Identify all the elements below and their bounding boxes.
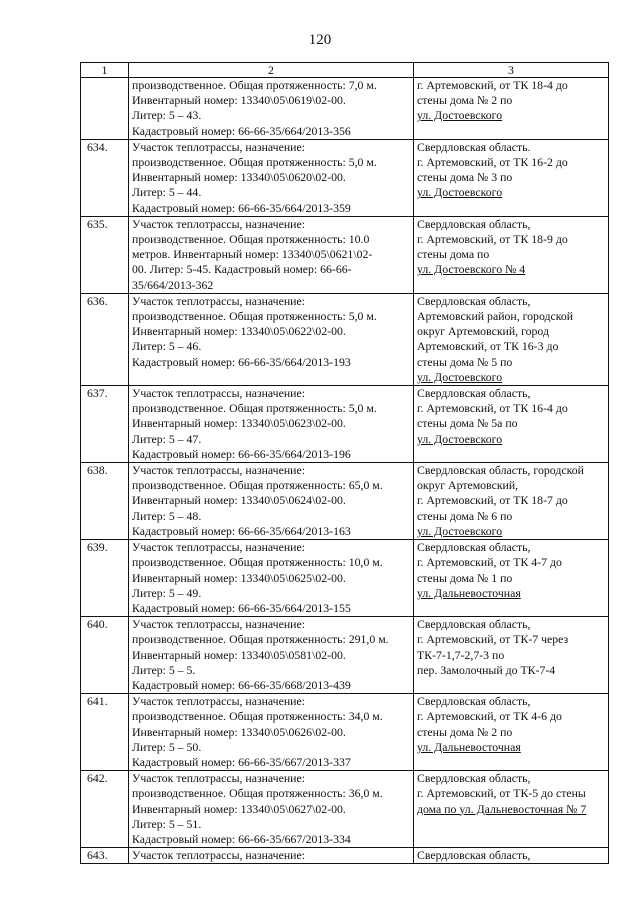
table-row [81,216,609,293]
row-description [129,463,414,540]
description-line: производственное. Общая протяженность: 5,0 м. [132,155,377,170]
address-line: г. Артемовский, от ТК 4-6 до [417,709,562,724]
description-line: 35/664/2013-362 [132,277,214,292]
description-line: Литер: 5 – 5. [132,662,196,677]
row-address [414,78,609,140]
address-line: Свердловская область, [417,540,531,555]
row-description [129,386,414,463]
address-line: г. Артемовский, от ТК 16-2 до [417,155,568,170]
table-row [81,617,609,694]
description-line: производственное. Общая протяженность: 7,0 м. [132,78,377,92]
description-line: Литер: 5 – 49. [132,585,202,600]
row-number: 638. [81,463,129,540]
description-line: Участок теплотрассы, назначение: [132,540,305,555]
description-line: Инвентарный номер: 13340\05\0625\02-00. [132,570,346,585]
description-line: Литер: 5 – 43. [132,108,202,123]
property-table [80,62,609,864]
description-line: Инвентарный номер: 13340\05\0619\02-00. [132,93,346,108]
page-number: 120 [308,32,332,48]
address-line: стены дома № 1 по [417,570,513,585]
row-number: 640. [81,617,129,694]
address-line: стены дома № 2 по [417,93,513,108]
description-line: производственное. Общая протяженность: 5,0 м. [132,401,377,416]
row-number: 635. [81,216,129,293]
address-line: Свердловская область, городской [417,463,584,478]
description-line: Кадастровый номер: 66-66-35/664/2013-359 [132,200,351,215]
address-line: г. Артемовский, от ТК 18-4 до [417,78,568,92]
description-line: Участок теплотрассы, назначение: [132,386,305,401]
table-row [81,78,609,140]
address-line: округ Артемовский, [417,478,519,493]
address-line: г. Артемовский, от ТК-7 через [417,632,569,647]
row-number: 641. [81,694,129,771]
description-line: производственное. Общая протяженность: 291,0 м. [132,632,389,647]
table-row [81,463,609,540]
description-line: Инвентарный номер: 13340\05\0626\02-00. [132,724,346,739]
row-description [129,216,414,293]
address-line: стены дома по [417,247,490,262]
address-line: стены дома № 5а по [417,416,518,431]
row-description [129,617,414,694]
description-line: Литер: 5 – 46. [132,339,202,354]
address-line: Свердловская область, [417,386,531,401]
address-line: ул. Дальневосточная [417,585,521,600]
table-row [81,386,609,463]
address-line: Артемовский район, городской [417,309,574,324]
row-number: 639. [81,540,129,617]
row-number: 642. [81,771,129,848]
row-description [129,848,414,864]
address-line: округ Артемовский, город [417,324,549,339]
description-line: Кадастровый номер: 66-66-35/664/2013-155 [132,600,351,615]
address-line: г. Артемовский, от ТК 18-7 до [417,493,568,508]
description-line: Участок теплотрассы, назначение: [132,463,305,478]
address-line: г. Артемовский, от ТК-5 до стены [417,786,586,801]
address-line: ул. Достоевского [417,431,503,446]
address-line: г. Артемовский, от ТК 16-4 до [417,401,568,416]
address-line: ул. Достоевского [417,185,503,200]
description-line: Инвентарный номер: 13340\05\0622\02-00. [132,324,346,339]
description-line: производственное. Общая протяженность: 10,0 м. [132,555,383,570]
description-line: Участок теплотрассы, назначение: [132,617,305,632]
description-line: метров. Инвентарный номер: 13340\05\0621\02- [132,247,373,262]
description-line: Участок теплотрассы, назначение: [132,848,305,863]
description-line: Инвентарный номер: 13340\05\0581\02-00. [132,647,346,662]
row-number: 643. [81,848,129,864]
description-line: Кадастровый номер: 66-66-35/668/2013-439 [132,677,351,692]
description-line: Участок теплотрассы, назначение: [132,694,305,709]
description-line: производственное. Общая протяженность: 34,0 м. [132,709,383,724]
description-line: производственное. Общая протяженность: 65,0 м. [132,478,383,493]
table-row [81,848,609,864]
address-line: дома по ул. Дальневосточная № 7 [417,801,587,816]
description-line: Участок теплотрассы, назначение: [132,771,305,786]
row-number [81,78,129,140]
row-address [414,139,609,216]
table-row [81,771,609,848]
address-line: ул. Дальневосточная [417,739,521,754]
description-line: Литер: 5 – 44. [132,185,202,200]
table-row [81,694,609,771]
description-line: Инвентарный номер: 13340\05\0627\02-00. [132,801,346,816]
description-line: Кадастровый номер: 66-66-35/664/2013-193 [132,354,351,369]
description-line: Участок теплотрассы, назначение: [132,293,305,308]
description-line: Литер: 5 – 47. [132,431,202,446]
row-address [414,293,609,385]
description-line: Кадастровый номер: 66-66-35/667/2013-334 [132,831,351,846]
description-line: Инвентарный номер: 13340\05\0623\02-00. [132,416,346,431]
row-address [414,386,609,463]
description-line: Литер: 5 – 51. [132,816,202,831]
table-row [81,540,609,617]
table-body [81,78,609,864]
row-number: 637. [81,386,129,463]
address-line: г. Артемовский, от ТК 4-7 до [417,555,562,570]
row-description [129,771,414,848]
row-description [129,540,414,617]
row-address [414,540,609,617]
address-line: Свердловская область, [417,216,531,231]
row-address [414,617,609,694]
description-line: Литер: 5 – 50. [132,739,202,754]
description-line: Инвентарный номер: 13340\05\0620\02-00. [132,170,346,185]
row-address [414,848,609,864]
table-row [81,139,609,216]
address-line: Свердловская область. [417,139,531,154]
description-line: Кадастровый номер: 66-66-35/664/2013-163 [132,523,351,538]
row-description [129,293,414,385]
column-header-1: 1 [81,63,129,78]
row-address [414,463,609,540]
table-header-row [81,63,609,78]
table-row [81,293,609,385]
address-line: стены дома № 5 по [417,354,513,369]
description-line: производственное. Общая протяженность: 5,0 м. [132,309,377,324]
address-line: ул. Достоевского [417,369,503,384]
row-description [129,139,414,216]
address-line: стены дома № 3 по [417,170,513,185]
description-line: Литер: 5 – 48. [132,508,202,523]
address-line: стены дома № 6 по [417,508,513,523]
row-description [129,694,414,771]
row-number: 634. [81,139,129,216]
description-line: Кадастровый номер: 66-66-35/664/2013-356 [132,123,351,138]
description-line: Участок теплотрассы, назначение: [132,216,305,231]
row-address [414,694,609,771]
row-address [414,216,609,293]
column-header-3: 3 [414,63,609,78]
address-line: г. Артемовский, от ТК 18-9 до [417,232,568,247]
address-line: Свердловская область, [417,771,531,786]
address-line: ул. Достоевского № 4 [417,262,526,277]
address-line: пер. Замолочный до ТК-7-4 [417,662,556,677]
address-line: Свердловская область, [417,617,531,632]
description-line: производственное. Общая протяженность: 10.0 [132,232,370,247]
description-line: Кадастровый номер: 66-66-35/664/2013-196 [132,446,351,461]
address-line: стены дома № 2 по [417,724,513,739]
row-description [129,78,414,140]
description-line: Участок теплотрассы, назначение: [132,139,305,154]
row-number: 636. [81,293,129,385]
address-line: ул. Достоевского [417,108,503,123]
address-line: ТК-7-1,7-2,7-3 по [417,647,505,662]
column-header-2: 2 [129,63,414,78]
description-line: Инвентарный номер: 13340\05\0624\02-00. [132,493,346,508]
address-line: Свердловская область, [417,293,531,308]
address-line: ул. Достоевского [417,523,503,538]
description-line: 00. Литер: 5-45. Кадастровый номер: 66-66- [132,262,352,277]
row-address [414,771,609,848]
description-line: производственное. Общая протяженность: 36,0 м. [132,786,383,801]
address-line: Артемовский, от ТК 16-3 до [417,339,559,354]
address-line: Свердловская область, [417,848,531,863]
address-line: Свердловская область, [417,694,531,709]
description-line: Кадастровый номер: 66-66-35/667/2013-337 [132,754,351,769]
